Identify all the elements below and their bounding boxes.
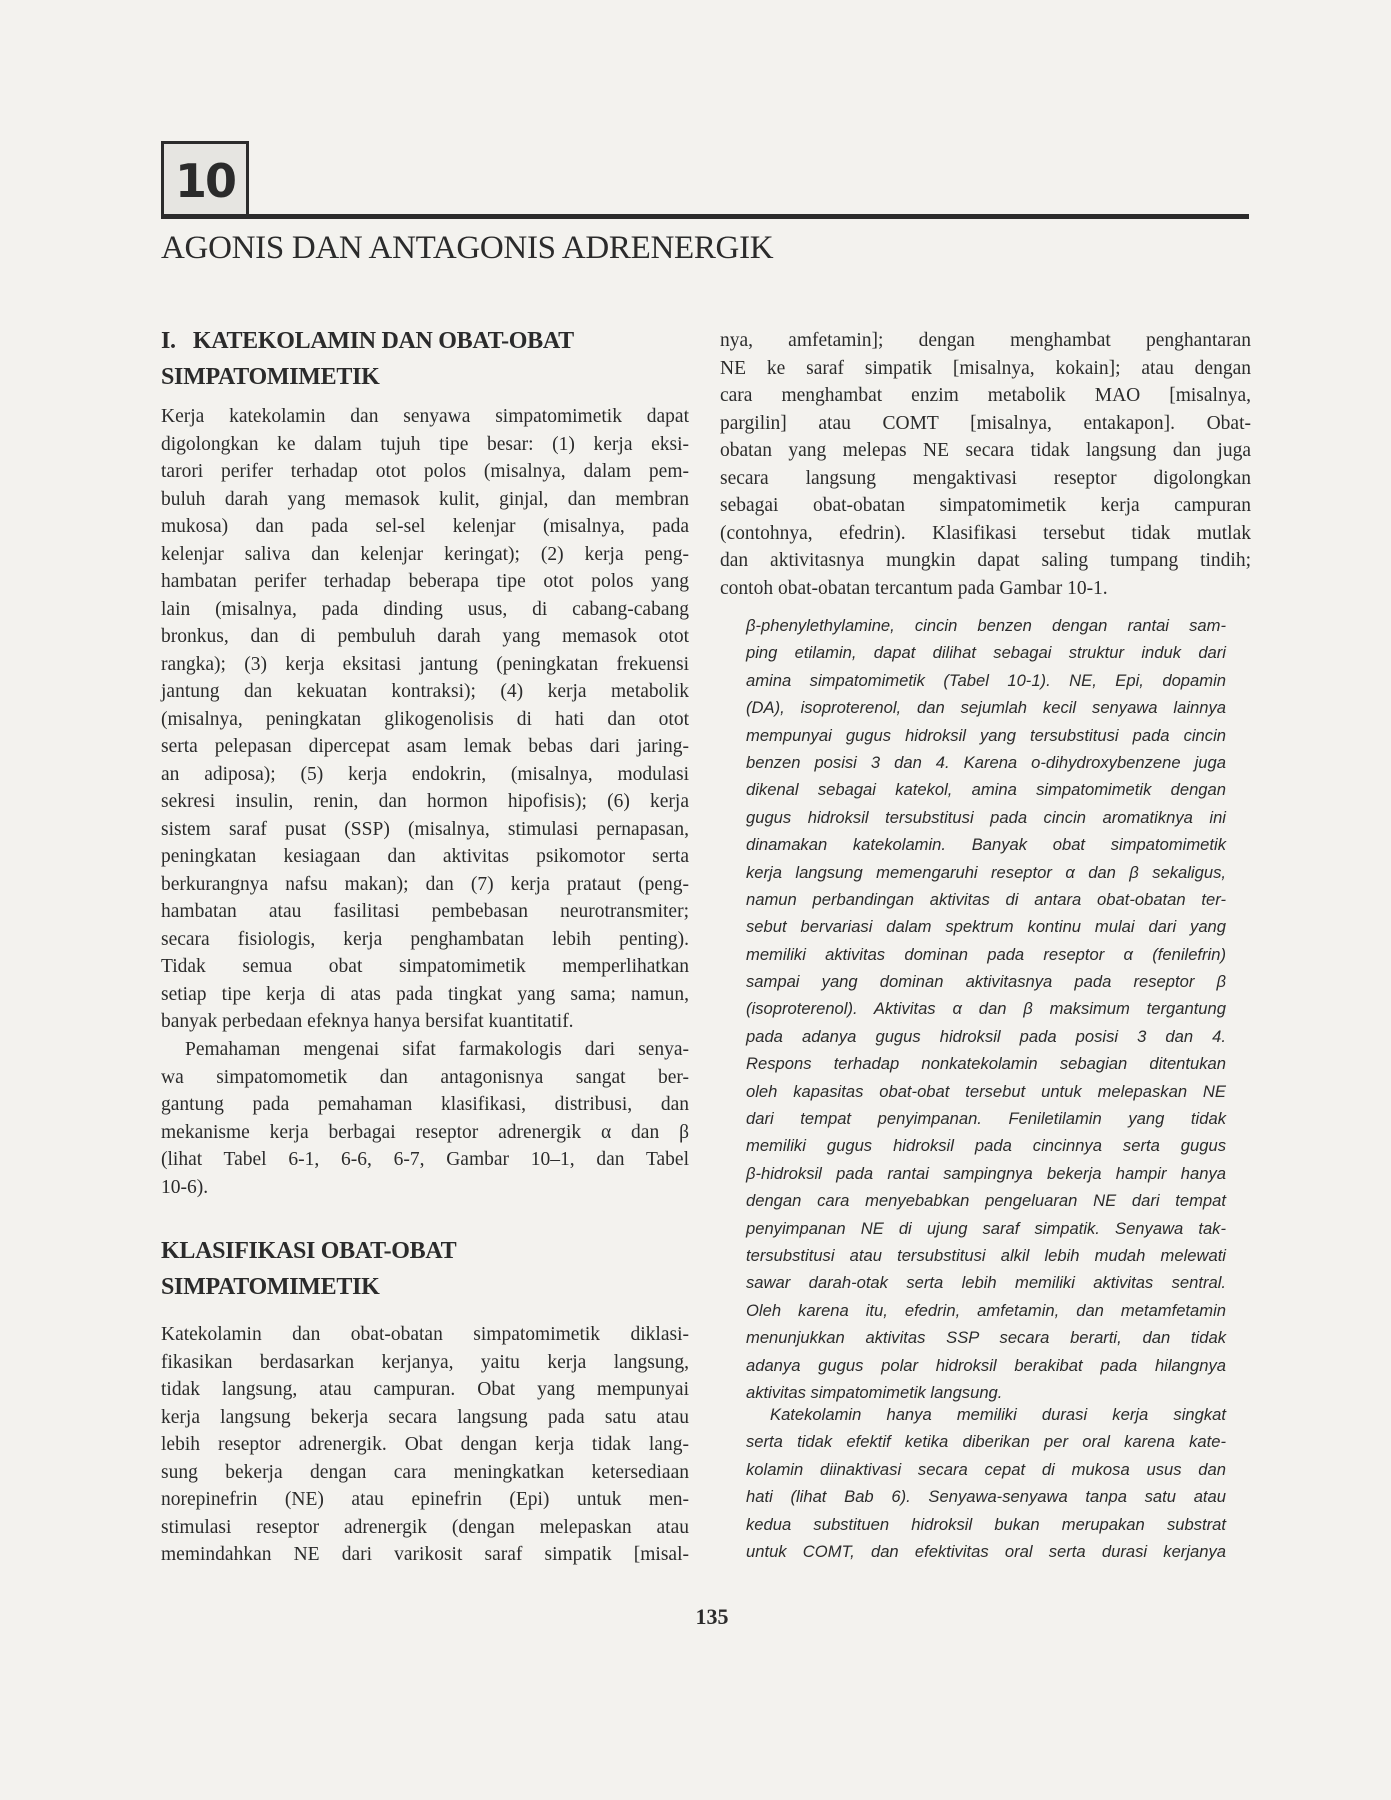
text-line: memiliki aktivitas dominan pada reseptor α (fenilefrin) — [746, 944, 1226, 964]
text-line: Respons terhadap nonkatekolamin sebagian ditentukan — [746, 1054, 1226, 1074]
text-line: dikenal sebagai katekol, amina simpatomimetik dengan — [746, 780, 1226, 800]
text-line: untuk COMT, dan efektivitas oral serta durasi kerjanya — [746, 1541, 1226, 1561]
chapter-title: AGONIS DAN ANTAGONIS ADRENERGIK — [161, 230, 774, 266]
text-line: memiliki gugus hidroksil pada cincinnya serta gugus — [746, 1136, 1226, 1156]
text-line: kerja langsung memengaruhi reseptor α dan β sekaligus, — [746, 862, 1226, 882]
text-line: tarori perifer terhadap otot polos (misalnya, dalam pem- — [161, 461, 689, 482]
page-number: 135 — [695, 1604, 729, 1629]
text-line: 10-6). — [161, 1176, 209, 1198]
text-line: secara langsung mengaktivasi reseptor digolongkan — [720, 467, 1251, 489]
text-line: gantung pada pemahaman klasifikasi, distribusi, dan — [161, 1094, 689, 1115]
text-line: norepinefrin (NE) atau epinefrin (Epi) untuk men- — [161, 1489, 689, 1510]
text-line: setiap tipe kerja di atas pada tingkat yang sama; namun, — [161, 983, 689, 1005]
heading-line: I. KATEKOLAMIN DAN OBAT-OBAT — [161, 328, 574, 354]
text-line: secara fisiologis, kerja penghambatan lebih penting). — [161, 928, 689, 950]
text-line: Katekolamin dan obat-obatan simpatomimetik diklasi- — [161, 1324, 689, 1345]
text-line: Oleh karena itu, efedrin, amfetamin, dan metamfetamin — [746, 1300, 1226, 1320]
paragraph-continuation — [720, 327, 1251, 602]
paragraph-pemahaman — [161, 1036, 689, 1201]
text-line: hambatan perifer terhadap beberapa tipe otot polos yang — [161, 571, 689, 592]
paragraph-klasifikasi — [161, 1321, 689, 1569]
text-line: (isoproterenol). Aktivitas α dan β maksimum tergantung — [746, 999, 1226, 1019]
text-line: serta pelepasan dipercepat asam lemak bebas dari jaring- — [161, 736, 689, 757]
text-line: ping etilamin, dapat dilihat sebagai struktur induk dari — [746, 643, 1226, 663]
section-heading-katekolamin — [161, 323, 574, 395]
text-line: sebut bervariasi dalam spektrum kontinu mulai dari yang — [746, 917, 1226, 937]
heading-line: SIMPATOMIMETIK — [161, 1274, 380, 1300]
chapter-rule — [161, 214, 1249, 219]
text-line: dari tempat penyimpanan. Feniletilamin yang tidak — [746, 1109, 1226, 1129]
text-line: Tidak semua obat simpatomimetik memperlihatkan — [161, 956, 689, 977]
text-line: NE ke saraf simpatik [misalnya, kokain]; atau dengan — [720, 357, 1251, 379]
text-line: dengan cara menyebabkan pengeluaran NE dari tempat — [746, 1191, 1226, 1211]
text-line: cara menghambat enzim metabolik MAO [misalnya, — [720, 385, 1251, 406]
text-line: kolamin diinaktivasi secara cepat di mukosa usus dan — [746, 1459, 1226, 1479]
text-line: sung bekerja dengan cara meningkatkan ketersediaan — [161, 1461, 689, 1483]
text-line: hati (lihat Bab 6). Senyawa-senyawa tanpa satu atau — [746, 1487, 1226, 1507]
text-line: buluh darah yang memasok kulit, ginjal, dan membran — [161, 488, 689, 510]
text-line: stimulasi reseptor adrenergik (dengan melepaskan atau — [161, 1516, 689, 1538]
text-line: serta tidak efektif ketika diberikan per oral karena kate- — [746, 1432, 1226, 1452]
text-line: kerja langsung bekerja secara langsung pada satu atau — [161, 1406, 689, 1428]
text-line: Pemahaman mengenai sifat farmakologis dari senya- — [185, 1039, 689, 1060]
text-line: namun perbandingan aktivitas di antara obat-obatan ter- — [746, 889, 1226, 909]
text-line: wa simpatomometik dan antagonisnya sangat ber- — [161, 1066, 689, 1088]
text-line: aktivitas simpatomimetik langsung. — [746, 1382, 1003, 1402]
text-line: β-hidroksil pada rantai sampingnya bekerja hampir hanya — [746, 1163, 1226, 1183]
text-line: (DA), isoproterenol, dan sejumlah kecil senyawa lainnya — [746, 698, 1226, 718]
text-line: contoh obat-obatan tercantum pada Gambar 10-1. — [720, 577, 1108, 599]
text-line: digolongkan ke dalam tujuh tipe besar: (1) kerja eksi- — [161, 433, 689, 455]
text-line: sekresi insulin, renin, dan hormon hipofisis); (6) kerja — [161, 791, 689, 812]
text-line: sampai yang dominan aktivitasnya pada reseptor β — [746, 972, 1226, 992]
section-heading-klasifikasi — [161, 1233, 456, 1305]
text-line: banyak perbedaan efeknya hanya bersifat kuantitatif. — [161, 1011, 574, 1032]
text-line: memindahkan NE dari varikosit saraf simpatik [misal- — [161, 1544, 689, 1565]
inset-paragraph-phenylethylamine — [746, 612, 1226, 1406]
text-line: berkurangnya nafsu makan); dan (7) kerja prataut (peng- — [161, 873, 689, 895]
text-line: amina simpatomimetik (Tabel 10-1). NE, Epi, dopamin — [746, 670, 1226, 690]
text-line: hambatan atau fasilitasi pembebasan neurotransmiter; — [161, 901, 689, 922]
text-line: jantung dan kekuatan kontraksi); (4) kerja metabolik — [161, 681, 689, 702]
text-line: sebagai obat-obatan simpatomimetik kerja campuran — [720, 495, 1251, 516]
text-line: Katekolamin hanya memiliki durasi kerja singkat — [770, 1405, 1226, 1424]
heading-line: SIMPATOMIMETIK — [161, 364, 380, 390]
text-line: peningkatan kesiagaan dan aktivitas psikomotor serta — [161, 846, 689, 867]
text-line: Kerja katekolamin dan senyawa simpatomimetik dapat — [161, 406, 689, 427]
paragraph-kerja-katekolamin — [161, 403, 689, 1036]
chapter-number-box: 10 — [161, 141, 249, 218]
text-line: oleh kapasitas obat-obat tersebut untuk melepaskan NE — [746, 1081, 1226, 1101]
text-line: pargilin] atau COMT [misalnya, entakapon]. Obat- — [720, 412, 1251, 434]
text-line: penyimpanan NE di ujung saraf simpatik. Senyawa tak- — [746, 1218, 1226, 1238]
text-line: (contohnya, efedrin). Klasifikasi tersebut tidak mutlak — [720, 522, 1251, 544]
text-line: pada adanya gugus hidroksil pada posisi 3 dan 4. — [746, 1026, 1226, 1046]
text-line: kelenjar saliva dan kelenjar keringat); (2) kerja peng- — [161, 543, 689, 565]
text-line: β-phenylethylamine, cincin benzen dengan rantai sam- — [746, 616, 1226, 635]
text-line: kedua substituen hidroksil bukan merupakan substrat — [746, 1514, 1226, 1534]
text-line: rangka); (3) kerja eksitasi jantung (peningkatan frekuensi — [161, 653, 689, 675]
text-line: (misalnya, peningkatan glikogenolisis di hati dan otot — [161, 708, 689, 730]
text-line: tidak langsung, atau campuran. Obat yang mempunyai — [161, 1379, 689, 1400]
text-line: lain (misalnya, pada dinding usus, di cabang-cabang — [161, 598, 689, 620]
text-line: dan aktivitasnya mungkin dapat saling tumpang tindih; — [720, 550, 1251, 571]
text-line: nya, amfetamin]; dengan menghambat penghantaran — [720, 330, 1251, 351]
heading-line: KLASIFIKASI OBAT-OBAT — [161, 1238, 457, 1264]
text-line: mempunyai gugus hidroksil yang tersubstitusi pada cincin — [746, 725, 1226, 745]
text-line: adanya gugus polar hidroksil berakibat pada hilangnya — [746, 1355, 1226, 1375]
text-line: sawar darah-otak serta lebih memiliki aktivitas sentral. — [746, 1273, 1226, 1293]
text-line: bronkus, dan di pembuluh darah yang memasok otot — [161, 626, 689, 647]
text-line: an adiposa); (5) kerja endokrin, (misalnya, modulasi — [161, 763, 689, 785]
text-line: benzen posisi 3 dan 4. Karena o-dihydroxybenzene juga — [746, 752, 1226, 772]
text-line: obatan yang melepas NE secara tidak langsung dan juga — [720, 440, 1251, 461]
text-line: gugus hidroksil tersubstitusi pada cincin aromatiknya ini — [746, 807, 1226, 827]
text-line: sistem saraf pusat (SSP) (misalnya, stimulasi pernapasan, — [161, 818, 689, 840]
text-line: fikasikan berdasarkan kerjanya, yaitu kerja langsung, — [161, 1351, 689, 1373]
inset-paragraph-durasi — [746, 1401, 1226, 1565]
text-line: (lihat Tabel 6-1, 6-6, 6-7, Gambar 10–1, dan Tabel — [161, 1149, 689, 1170]
text-line: mekanisme kerja berbagai reseptor adrenergik α dan β — [161, 1121, 689, 1143]
text-line: menunjukkan aktivitas SSP secara berarti, dan tidak — [746, 1328, 1226, 1348]
text-line: dinamakan katekolamin. Banyak obat simpatomimetik — [746, 835, 1226, 855]
text-line: mukosa) dan pada sel-sel kelenjar (misalnya, pada — [161, 516, 689, 537]
text-line: lebih reseptor adrenergik. Obat dengan kerja tidak lang- — [161, 1434, 689, 1455]
text-line: tersubstitusi atau tersubstitusi alkil lebih mudah melewati — [746, 1245, 1226, 1265]
